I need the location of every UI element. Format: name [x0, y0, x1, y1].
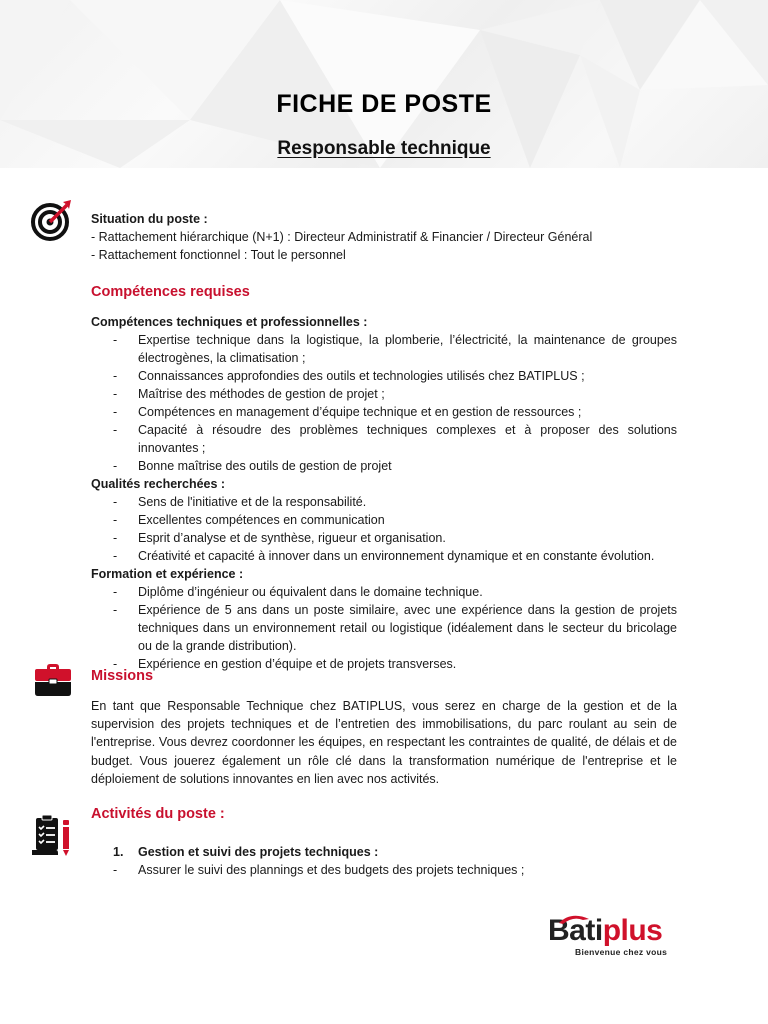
logo-wordmark: Batiplus — [548, 914, 663, 947]
activity-section-title: 1. Gestion et suivi des projets techniques : — [113, 845, 379, 859]
logo-tagline: Bienvenue chez vous — [575, 947, 668, 957]
activites-heading: Activités du poste : — [91, 806, 225, 822]
situation-line: - Rattachement fonctionnel : Tout le personnel — [91, 248, 346, 262]
activity-list — [91, 861, 677, 879]
checklist-icon — [30, 815, 74, 862]
activites-section — [91, 805, 677, 879]
group-title: Formation et expérience : — [91, 567, 244, 581]
missions-section — [91, 667, 677, 788]
list-item: - Capacité à résoudre des problèmes techniques complexes et à proposer des solutions innovantes ; — [91, 421, 677, 457]
situation-heading: Situation du poste : — [91, 212, 208, 226]
qualites-list — [91, 493, 677, 565]
group-title: Compétences techniques et professionnelles : — [91, 315, 368, 329]
competences-heading: Compétences requises — [91, 284, 250, 300]
situation-section — [91, 210, 677, 264]
batiplus-logo — [548, 915, 678, 957]
competences-techniques-list — [91, 331, 677, 475]
briefcase-icon — [33, 663, 73, 702]
list-item: - Expertise technique dans la logistique, la plomberie, l’électricité, la maintenance de groupes électrogènes, la climatisation ; — [91, 331, 677, 367]
list-item: - Sens de l'initiative et de la responsabilité. — [91, 493, 677, 511]
situation-line: - Rattachement hiérarchique (N+1) : Directeur Administratif & Financier / Directeur Général — [91, 230, 593, 244]
list-item: - Maîtrise des méthodes de gestion de projet ; — [91, 385, 677, 403]
logo-roof-icon — [553, 913, 593, 925]
competences-section — [91, 283, 677, 673]
list-item: - Excellentes compétences en communication — [91, 511, 677, 529]
page-subtitle: Responsable technique — [277, 138, 491, 159]
missions-heading: Missions — [91, 668, 154, 684]
missions-text: En tant que Responsable Technique chez BATIPLUS, vous serez en charge de la gestion et de la supervision des projets techniques et de l’entretien des immobilisations, du parc roulant au sein de l'entreprise. Vous devrez coordonner les équipes, en respectant les contraintes de qualité, de délais et de budget. Vous jouerez également un rôle clé dans la transformation numérique de l'entreprise et le déploiement de solutions innovantes en lien avec nos activités. — [91, 699, 677, 786]
list-item: - Esprit d’analyse et de synthèse, rigueur et organisation. — [91, 529, 677, 547]
list-item: - Expérience en gestion d’équipe et de projets transverses. — [91, 655, 677, 673]
group-title: Qualités recherchées : — [91, 477, 226, 491]
list-item: - Bonne maîtrise des outils de gestion de projet — [91, 457, 677, 475]
list-item: - Diplôme d’ingénieur ou équivalent dans le domaine technique. — [91, 583, 677, 601]
list-item: - Expérience de 5 ans dans un poste similaire, avec une expérience dans la gestion de projets techniques dans un environnement retail ou logistique (idéalement dans le secteur du bricolage ou de la grande distribution). — [91, 601, 677, 655]
page-title: FICHE DE POSTE — [276, 90, 492, 118]
target-icon — [30, 200, 74, 247]
list-item: - Connaissances approfondies des outils et technologies utilisés chez BATIPLUS ; — [91, 367, 677, 385]
formation-list — [91, 583, 677, 673]
list-item: - Créativité et capacité à innover dans un environnement dynamique et en constante évolution. — [91, 547, 677, 565]
list-item: - Assurer le suivi des plannings et des budgets des projets techniques ; — [91, 861, 677, 879]
list-item: - Compétences en management d’équipe technique et en gestion de ressources ; — [91, 403, 677, 421]
